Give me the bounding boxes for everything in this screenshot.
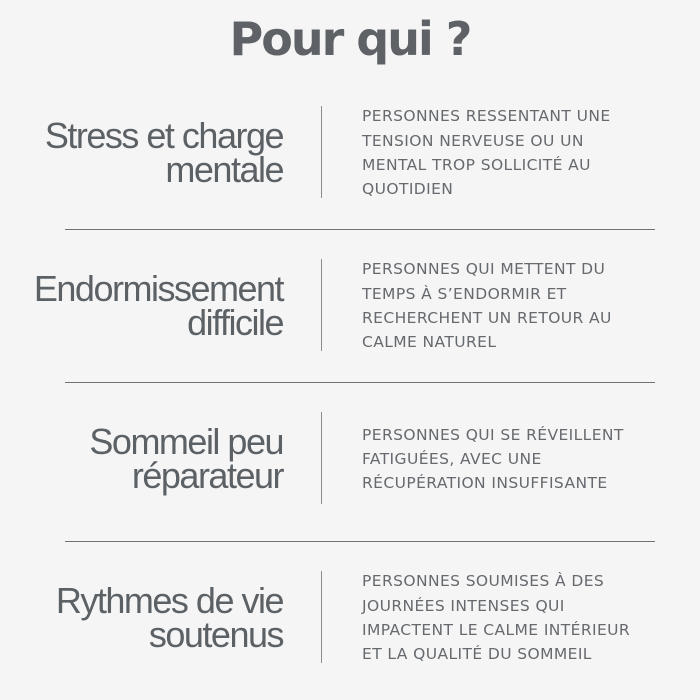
horizontal-divider bbox=[65, 229, 655, 230]
description-line: JOURNÉES INTENSES QUI bbox=[362, 596, 565, 615]
audience-description bbox=[362, 412, 624, 506]
vertical-divider bbox=[321, 259, 322, 351]
description-line: RECHERCHENT UN RETOUR AU bbox=[362, 309, 612, 327]
description-line: TENSION NERVEUSE OU UN bbox=[362, 131, 584, 150]
description-line: ET LA QUALITÉ DU SOMMEIL bbox=[362, 645, 592, 664]
horizontal-divider bbox=[65, 382, 655, 383]
vertical-divider bbox=[321, 571, 322, 663]
audience-heading bbox=[34, 259, 283, 353]
page-title: Pour qui ? bbox=[229, 12, 471, 66]
description-line: PERSONNES QUI METTENT DU bbox=[362, 260, 606, 279]
description-line: CALME NATUREL bbox=[362, 333, 497, 352]
audience-description bbox=[362, 571, 630, 665]
audience-heading bbox=[89, 412, 283, 506]
heading-line: difficile bbox=[187, 302, 283, 343]
description-line: QUOTIDIEN bbox=[362, 180, 454, 199]
heading-line: Endormissement bbox=[33, 268, 283, 309]
audience-row bbox=[0, 571, 700, 665]
audience-row bbox=[0, 106, 700, 200]
audience-heading bbox=[56, 571, 283, 665]
audience-description bbox=[362, 259, 612, 353]
description-line: RÉCUPÉRATION INSUFFISANTE bbox=[362, 474, 608, 493]
heading-line: soutenus bbox=[148, 614, 283, 655]
vertical-divider bbox=[321, 412, 322, 504]
heading-line: Sommeil peu bbox=[89, 421, 283, 462]
description-line: PERSONNES RESSENTANT UNE bbox=[362, 107, 611, 126]
description-line: PERSONNES QUI SE RÉVEILLENT bbox=[362, 425, 624, 444]
heading-line: Stress et charge bbox=[44, 115, 283, 156]
horizontal-divider bbox=[65, 541, 655, 542]
heading-line: réparateur bbox=[131, 455, 283, 496]
heading-line: mentale bbox=[165, 149, 283, 190]
audience-heading bbox=[45, 106, 283, 200]
audience-row bbox=[0, 259, 700, 353]
vertical-divider bbox=[321, 106, 322, 198]
description-line: PERSONNES SOUMISES À DES bbox=[362, 572, 605, 591]
description-line: MENTAL TROP SOLLICITÉ AU bbox=[362, 156, 591, 174]
description-line: IMPACTENT LE CALME INTÉRIEUR bbox=[362, 621, 631, 639]
audience-description bbox=[362, 106, 611, 200]
audience-row bbox=[0, 412, 700, 506]
description-line: FATIGUÉES, AVEC UNE bbox=[362, 449, 542, 468]
heading-line: Rythmes de vie bbox=[55, 580, 283, 621]
description-line: TEMPS À S’ENDORMIR ET bbox=[362, 284, 567, 303]
